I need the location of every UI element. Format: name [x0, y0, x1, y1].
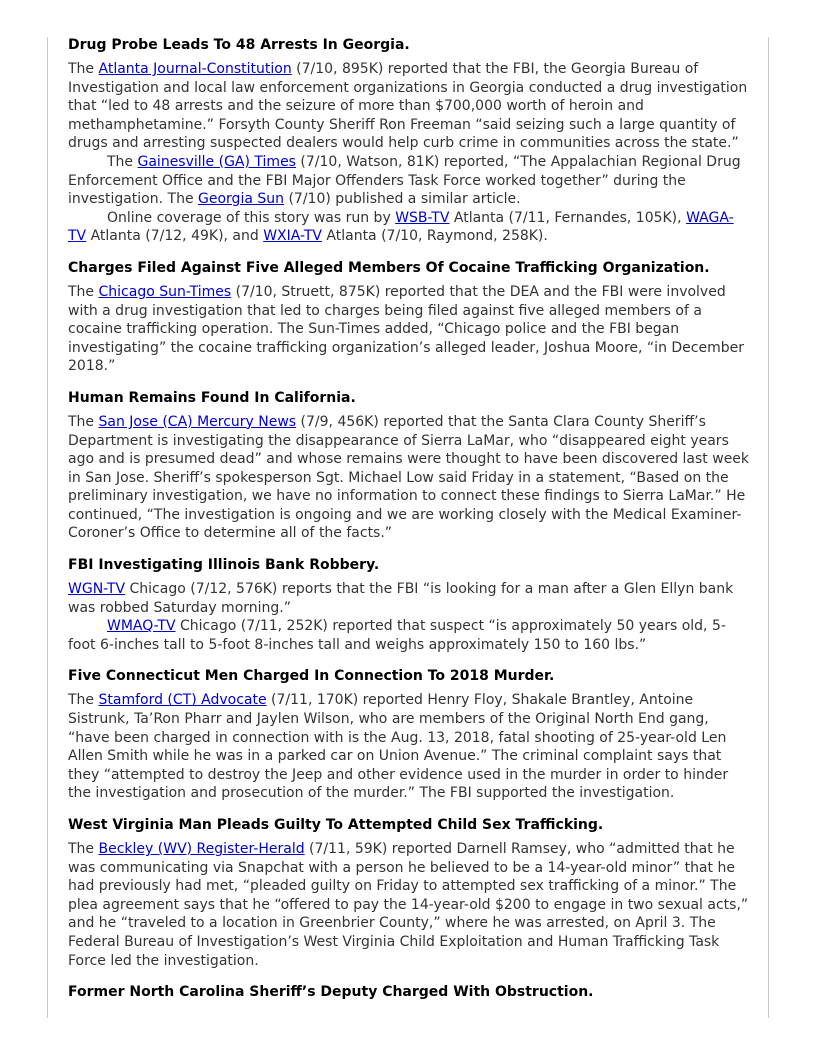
source-link-wxia-tv[interactable]: WXIA-TV — [263, 228, 322, 245]
source-link-wmaq-tv[interactable]: WMAQ-TV — [107, 618, 176, 635]
article-paragraph: The San Jose (CA) Mercury News (7/9, 456K) reported that the Santa Clara County Sheriff’s Department is investigating the disappearance of Sierra LaMar, who “disappeared eight years ago and is presumed dead” and whose remains were thought to have been discovered last week in San Jose. Sheriff’s spokesperson Sgt. Michael Low said Friday in a statement, “Based on the preliminary investigation, we have no information to connect these findings to Sierra LaMar.” He continued, “The investigation is ongoing and we are working closely with the Medical Examiner-Coroner’s Office to determine all of the facts.” — [68, 413, 750, 542]
article-georgia-drug-probe — [68, 37, 750, 246]
article-human-remains-california — [68, 390, 750, 543]
article-cocaine-trafficking — [68, 260, 750, 376]
source-link-georgia-sun[interactable]: Georgia Sun — [198, 191, 284, 208]
article-title: West Virginia Man Pleads Guilty To Attempted Child Sex Trafficking. — [68, 817, 604, 833]
source-link-chicago-sun-times[interactable]: Chicago Sun-Times — [98, 283, 232, 300]
article-title: FBI Investigating Illinois Bank Robbery. — [68, 557, 380, 574]
article-paragraph: Online coverage of this story was run by WSB-TV Atlanta (7/11, Fernandes, 105K), WAGA-TV Atlanta (7/12, 49K), and WXIA-TV Atlanta (7/10, Raymond, 258K). — [68, 209, 734, 245]
article-title: Drug Probe Leads To 48 Arrests In Georgia. — [68, 37, 410, 53]
article-title: Human Remains Found In California. — [68, 389, 356, 406]
article-paragraph: The Atlanta Journal-Constitution (7/10, 895K) reported that the FBI, the Georgia Bureau of Investigation and local law enforcement organizations in Georgia conducted a drug investigation that “led to 48 arrests and the seizure of more than $700,000 worth of heroin and methamphetamine.” Forsyth County Sheriff Ron Freeman “said seizing such a large quantity of drugs and arresting suspected dealers would help curb crime in communities across the state.” — [68, 61, 748, 152]
left-margin-rule — [47, 37, 48, 1018]
article-paragraph: WGN-TV Chicago (7/12, 576K) reports that the FBI “is looking for a man after a Glen Ellyn bank was robbed Saturday morning.” — [68, 581, 734, 616]
article-illinois-bank-robbery — [68, 557, 750, 654]
news-clips-page — [68, 37, 750, 1001]
source-link-wsb-tv[interactable]: WSB-TV — [395, 209, 450, 226]
article-paragraph: The Stamford (CT) Advocate (7/11, 170K) reported Henry Floy, Shakale Brantley, Antoine Sistrunk, Ta’Ron Pharr and Jaylen Wilson, who are members of the Original North End gang, “have been charged in connection with is the Aug. 13, 2018, fatal shooting of 25-year-old Len Allen Smith while he was in a parked car on Union Avenue.” The criminal complaint says that they “attempted to destroy the Jeep and other evidence used in the murder in order to hinder the investigation and prosecution of the murder.” The FBI supported the investigation. — [68, 692, 729, 802]
article-paragraph: The Gainesville (GA) Times (7/10, Watson, 81K) reported, “The Appalachian Regional Drug Enforcement Office and the FBI Major Offenders Task Force worked together” during the investigation. The Georgia Sun (7/10) published a similar article. — [68, 153, 741, 208]
article-paragraph: The Beckley (WV) Register-Herald (7/11, 59K) reported Darnell Ramsey, who “admitted that he was communicating via Snapchat with a person he believed to be a 14-year-old minor” that he had previously had met, “pleaded guilty on Friday to attempted sex trafficking of a minor.” The plea agreement says that he “offered to pay the 14-year-old $200 to engage in two sexual acts,” and he “traveled to a location in Greenbrier County,” where he was arrested, on April 3. The Federal Bureau of Investigation’s West Virginia Child Exploitation and Human Trafficking Task Force led the investigation. — [68, 841, 749, 969]
article-title: Five Connecticut Men Charged In Connection To 2018 Murder. — [68, 668, 555, 685]
article-north-carolina-deputy — [68, 984, 750, 1001]
source-link-register-herald[interactable]: Beckley (WV) Register-Herald — [98, 841, 305, 857]
source-link-gainesville-times[interactable]: Gainesville (GA) Times — [137, 153, 296, 170]
article-title: Former North Carolina Sheriff’s Deputy Charged With Obstruction. — [68, 984, 594, 1001]
article-title: Charges Filed Against Five Alleged Members Of Cocaine Trafficking Organization. — [68, 259, 710, 276]
article-paragraph: WMAQ-TV Chicago (7/11, 252K) reported that suspect “is approximately 50 years old, 5-foot 6-inches tall to 5-foot 8-inches tall and weighs approximately 150 to 160 lbs.” — [68, 618, 726, 653]
source-link-waga-tv[interactable]: WAGA-TV — [68, 209, 734, 245]
source-link-wgn-tv[interactable]: WGN-TV — [68, 581, 126, 598]
source-link-mercury-news[interactable]: San Jose (CA) Mercury News — [98, 413, 297, 430]
article-paragraph: The Chicago Sun-Times (7/10, Struett, 875K) reported that the DEA and the FBI were involved with a drug investigation that led to charges being filed against five alleged members of a cocaine trafficking operation. The Sun-Times added, “Chicago police and the FBI began investigating” the cocaine trafficking organization’s alleged leader, Joshua Moore, “in December 2018.” — [68, 283, 744, 375]
article-west-virginia-trafficking — [68, 817, 750, 970]
source-link-stamford-advocate[interactable]: Stamford (CT) Advocate — [98, 692, 267, 709]
source-link-ajc[interactable]: Atlanta Journal-Constitution — [98, 61, 292, 77]
right-margin-rule — [768, 37, 769, 1018]
article-connecticut-murder — [68, 668, 750, 803]
